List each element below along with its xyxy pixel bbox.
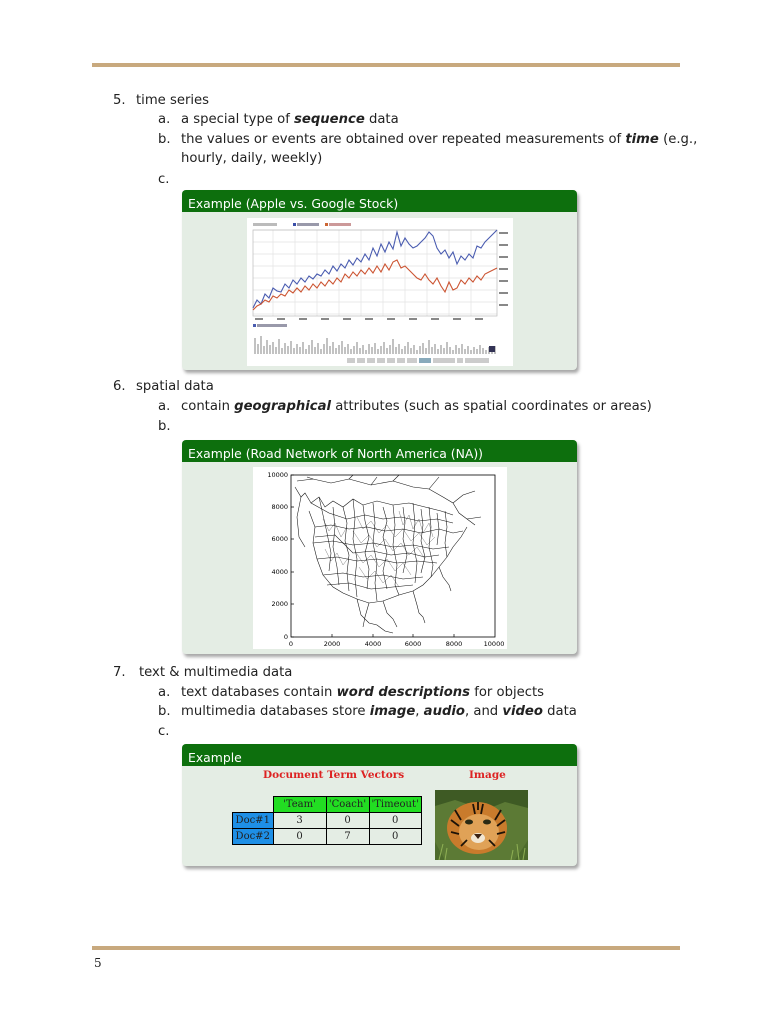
example-box-road xyxy=(182,440,577,654)
road-x-tick: 6000 xyxy=(404,640,422,648)
road-x-tick: 2000 xyxy=(323,640,341,648)
doc-label: Doc#1 xyxy=(233,813,274,829)
item-number: 5. xyxy=(113,93,126,108)
table-cell: 0 xyxy=(369,829,421,845)
sub-text: text databases contain word descriptions for objects xyxy=(181,685,545,700)
sub-letter: b. xyxy=(158,704,171,719)
item-number: 7. xyxy=(113,665,126,680)
road-x-tick: 4000 xyxy=(364,640,382,648)
road-network-plot xyxy=(253,467,507,649)
sub-text: multimedia databases store image, audio, and video data xyxy=(181,704,577,719)
example-title: Example (Apple vs. Google Stock) xyxy=(182,190,577,212)
road-y-tick: 2000 xyxy=(271,600,288,608)
sub-text-continued: hourly, daily, weekly) xyxy=(181,151,323,166)
sub-letter: a. xyxy=(158,112,171,127)
road-x-tick: 8000 xyxy=(445,640,463,648)
bottom-rule xyxy=(92,946,680,950)
road-y-tick: 6000 xyxy=(271,535,288,543)
term-header: 'Coach' xyxy=(326,797,369,813)
sub-text: a special type of sequence data xyxy=(181,112,399,127)
example-title: Example xyxy=(182,744,577,766)
item-title: spatial data xyxy=(136,379,214,394)
sub-text: the values or events are obtained over repeated measurements of time (e.g., xyxy=(181,132,698,147)
document-term-vectors-title: Document Term Vectors xyxy=(263,769,405,781)
sub-letter: c. xyxy=(158,724,170,739)
road-y-tick: 0 xyxy=(283,633,288,641)
table-cell: 0 xyxy=(326,813,369,829)
stock-chart-image xyxy=(247,218,513,366)
sub-text: contain geographical attributes (such as spatial coordinates or areas) xyxy=(181,399,652,414)
sub-letter: c. xyxy=(158,172,170,187)
tiger-image xyxy=(435,790,528,860)
image-title: Image xyxy=(469,769,506,781)
example-box-stock xyxy=(182,190,577,370)
table-cell: 0 xyxy=(369,813,421,829)
road-y-tick: 10000 xyxy=(267,471,288,479)
table-cell: 7 xyxy=(326,829,369,845)
page-number: 5 xyxy=(94,956,102,970)
example-title: Example (Road Network of North America (NA)) xyxy=(182,440,577,462)
document-term-table xyxy=(232,796,422,845)
item-number: 6. xyxy=(113,379,126,394)
sub-letter: a. xyxy=(158,685,171,700)
term-header: 'Team' xyxy=(273,797,326,813)
road-x-tick: 0 xyxy=(288,640,294,648)
example-box-text-multimedia xyxy=(182,744,577,866)
table-cell: 0 xyxy=(273,829,326,845)
sub-letter: b. xyxy=(158,132,171,147)
doc-label: Doc#2 xyxy=(233,829,274,845)
sub-letter: b. xyxy=(158,419,171,434)
term-header: 'Timeout' xyxy=(369,797,421,813)
top-rule xyxy=(92,63,680,67)
item-title: text & multimedia data xyxy=(139,665,293,680)
road-y-tick: 8000 xyxy=(271,503,288,511)
item-title: time series xyxy=(136,93,210,108)
sub-letter: a. xyxy=(158,399,171,414)
table-cell: 3 xyxy=(273,813,326,829)
road-y-tick: 4000 xyxy=(271,568,288,576)
road-x-tick: 10000 xyxy=(483,640,505,648)
